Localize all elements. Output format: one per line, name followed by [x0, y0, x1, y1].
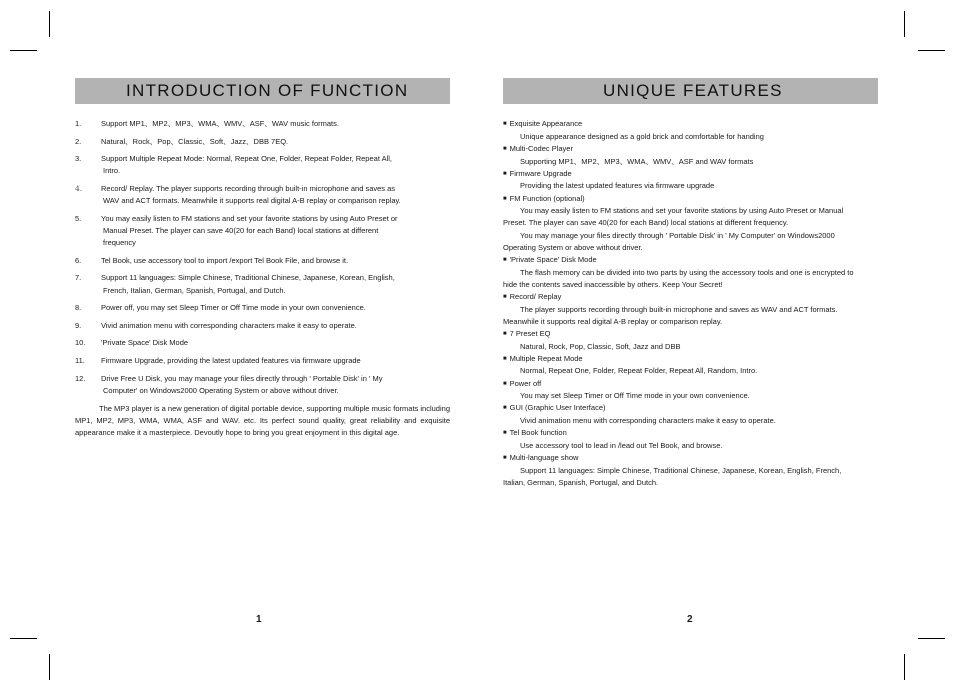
feature-description: Unique appearance designed as a gold brick and comfortable for handing [520, 131, 764, 141]
item-number: 9. [75, 320, 82, 330]
item-text: Natural、Rock、Pop、Classic、Soft、Jazz、DBB 7EQ. [101, 136, 289, 146]
feature-description: The player supports recording through built-in microphone and saves as WAV and ACT formats. Meanwhile it supports real digital A-B replay or comparison replay. [503, 304, 838, 326]
feature-heading: ■ Tel Book function [503, 427, 860, 440]
feature-description: Vivid animation menu with corresponding characters make it easy to operate. [520, 416, 776, 426]
feature-item [503, 193, 860, 254]
page-number: 1 [256, 614, 262, 625]
item-text: Tel Book, use accessory tool to import /export Tel Book File, and browse it. [101, 255, 349, 265]
item-number: 5. [75, 213, 82, 223]
item-text: You may easily listen to FM stations and set your favorite stations by using Auto Preset or [101, 213, 398, 223]
item-text: frequency [103, 238, 136, 248]
list-item [75, 355, 450, 367]
item-text: Vivid animation menu with corresponding characters make it easy to operate. [101, 320, 357, 330]
page-title: INTRODUCTION OF FUNCTION [75, 78, 450, 104]
feature-heading: ■ GUI (Graphic User Interface) [503, 402, 860, 415]
feature-heading: ■ Multiple Repeat Mode [503, 353, 860, 366]
list-item [75, 153, 450, 177]
feature-description: You may set Sleep Timer or Off Time mode in your own convenience. [520, 391, 750, 401]
feature-heading: ■ Firmware Upgrade [503, 168, 860, 181]
closing-paragraph: The MP3 player is a new generation of digital portable device, supporting multiple music formats including MP1, MP2, MP3, WMA, WMA, ASF and WAV. etc. Its perfect sound quality, great reliability and exquisite appearance make it a masterpiece. Devoutly hope to bring you great enjoyment in this digital age. [75, 403, 450, 437]
item-text: Record/ Replay. The player supports recording through built-in microphone and saves as [101, 184, 396, 194]
feature-description: Use accessory tool to lead in /lead out Tel Book, and browse. [520, 441, 723, 451]
feature-heading: ■ Record/ Replay [503, 291, 860, 304]
feature-heading: ■ FM Function (optional) [503, 193, 860, 206]
feature-heading: ■ Exquisite Appearance [503, 118, 860, 131]
feature-description: Support 11 languages: Simple Chinese, Traditional Chinese, Japanese, Korean, English, French, Italian, German, Spanish, Portugal, and Dutch. [503, 465, 842, 488]
feature-description: The flash memory can be divided into two parts by using the accessory tools and one is encrypted to hide the contents saved inaccessible by others. Keep Your Secret! [503, 267, 854, 289]
list-item [75, 337, 450, 349]
item-number: 8. [75, 303, 82, 313]
crop-mark [10, 638, 37, 639]
feature-heading: ■ 'Private Space' Disk Mode [503, 254, 860, 267]
item-text: Support 11 languages: Simple Chinese, Traditional Chinese, Japanese, Korean, English, [101, 273, 395, 283]
feature-item [503, 254, 860, 291]
item-number: 4. [75, 184, 83, 194]
feature-heading: ■ Multi-Codec Player [503, 143, 860, 156]
page-number: 2 [687, 614, 693, 625]
item-number: 3. [75, 154, 82, 164]
item-text: WAV and ACT formats. Meanwhile it supports real digital A-B replay or comparison replay. [103, 196, 401, 206]
list-item [75, 255, 450, 267]
item-text: Firmware Upgrade, providing the latest updated features via firmware upgrade [101, 356, 361, 366]
item-text: Support MP1、MP2、MP3、WMA、WMV、ASF、WAV music formats. [101, 119, 339, 128]
item-number: 10. [75, 338, 86, 348]
item-text: Computer' on Windows2000 Operating System or above without driver. [103, 385, 339, 395]
item-number: 2. [75, 136, 82, 146]
feature-item [503, 402, 860, 427]
item-text: Intro. [103, 166, 121, 176]
feature-item [503, 328, 860, 353]
list-item [75, 183, 450, 207]
feature-description: You may easily listen to FM stations and set your favorite stations by using Auto Preset or Manual Preset. The player can save 40(20 for each Band) local stations at different frequency. [503, 206, 844, 228]
list-item [75, 272, 450, 296]
item-text: 'Private Space' Disk Mode [101, 338, 189, 348]
item-number: 1. [75, 119, 82, 128]
crop-mark [904, 11, 905, 37]
feature-item [503, 427, 860, 452]
feature-item [503, 452, 860, 489]
page-title: UNIQUE FEATURES [503, 78, 878, 104]
list-item [75, 213, 450, 249]
feature-item [503, 378, 860, 403]
feature-description: Normal, Repeat One, Folder, Repeat Folder, Repeat All, Random, Intro. [520, 366, 758, 376]
crop-mark [918, 50, 945, 51]
function-list [75, 118, 450, 439]
feature-list [503, 118, 860, 489]
crop-mark [904, 654, 905, 680]
crop-mark [918, 638, 945, 639]
feature-item [503, 353, 860, 378]
item-text: Manual Preset. The player can save 40(20 for each Band) local stations at different [103, 225, 379, 235]
feature-description: Natural, Rock, Pop, Classic, Soft, Jazz and DBB [520, 341, 681, 351]
item-text: Power off, you may set Sleep Timer or Off Time mode in your own convenience. [101, 303, 366, 313]
list-item [75, 302, 450, 314]
item-number: 6. [75, 255, 82, 265]
feature-description: Supporting MP1、MP2、MP3、WMA、WMV、ASF and WAV formats [520, 156, 754, 166]
crop-mark [49, 654, 50, 680]
item-number: 12. [75, 373, 86, 383]
feature-item [503, 168, 860, 193]
list-item [75, 118, 450, 130]
feature-item [503, 291, 860, 328]
list-item [75, 320, 450, 332]
feature-item [503, 143, 860, 168]
feature-heading: ■ Multi-language show [503, 452, 860, 465]
feature-heading: ■ 7 Preset EQ [503, 328, 860, 341]
feature-heading: ■ Power off [503, 378, 860, 391]
item-text: Drive Free U Disk, you may manage your files directly through ' Portable Disk' in ' My [101, 373, 383, 383]
crop-mark [10, 50, 37, 51]
feature-item [503, 118, 860, 143]
feature-description: Providing the latest updated features via firmware upgrade [520, 181, 715, 191]
item-text: Support Multiple Repeat Mode: Normal, Repeat One, Folder, Repeat Folder, Repeat All, [101, 154, 392, 164]
list-item [75, 136, 450, 148]
list-item [75, 373, 450, 397]
crop-mark [49, 11, 50, 37]
item-text: French, Italian, German, Spanish, Portugal, and Dutch. [103, 285, 286, 295]
item-number: 7. [75, 273, 82, 283]
item-number: 11. [75, 356, 85, 366]
feature-description: You may manage your files directly through ' Portable Disk' in ' My Computer' on Windows2000 Operating System or above without driver. [503, 230, 835, 252]
